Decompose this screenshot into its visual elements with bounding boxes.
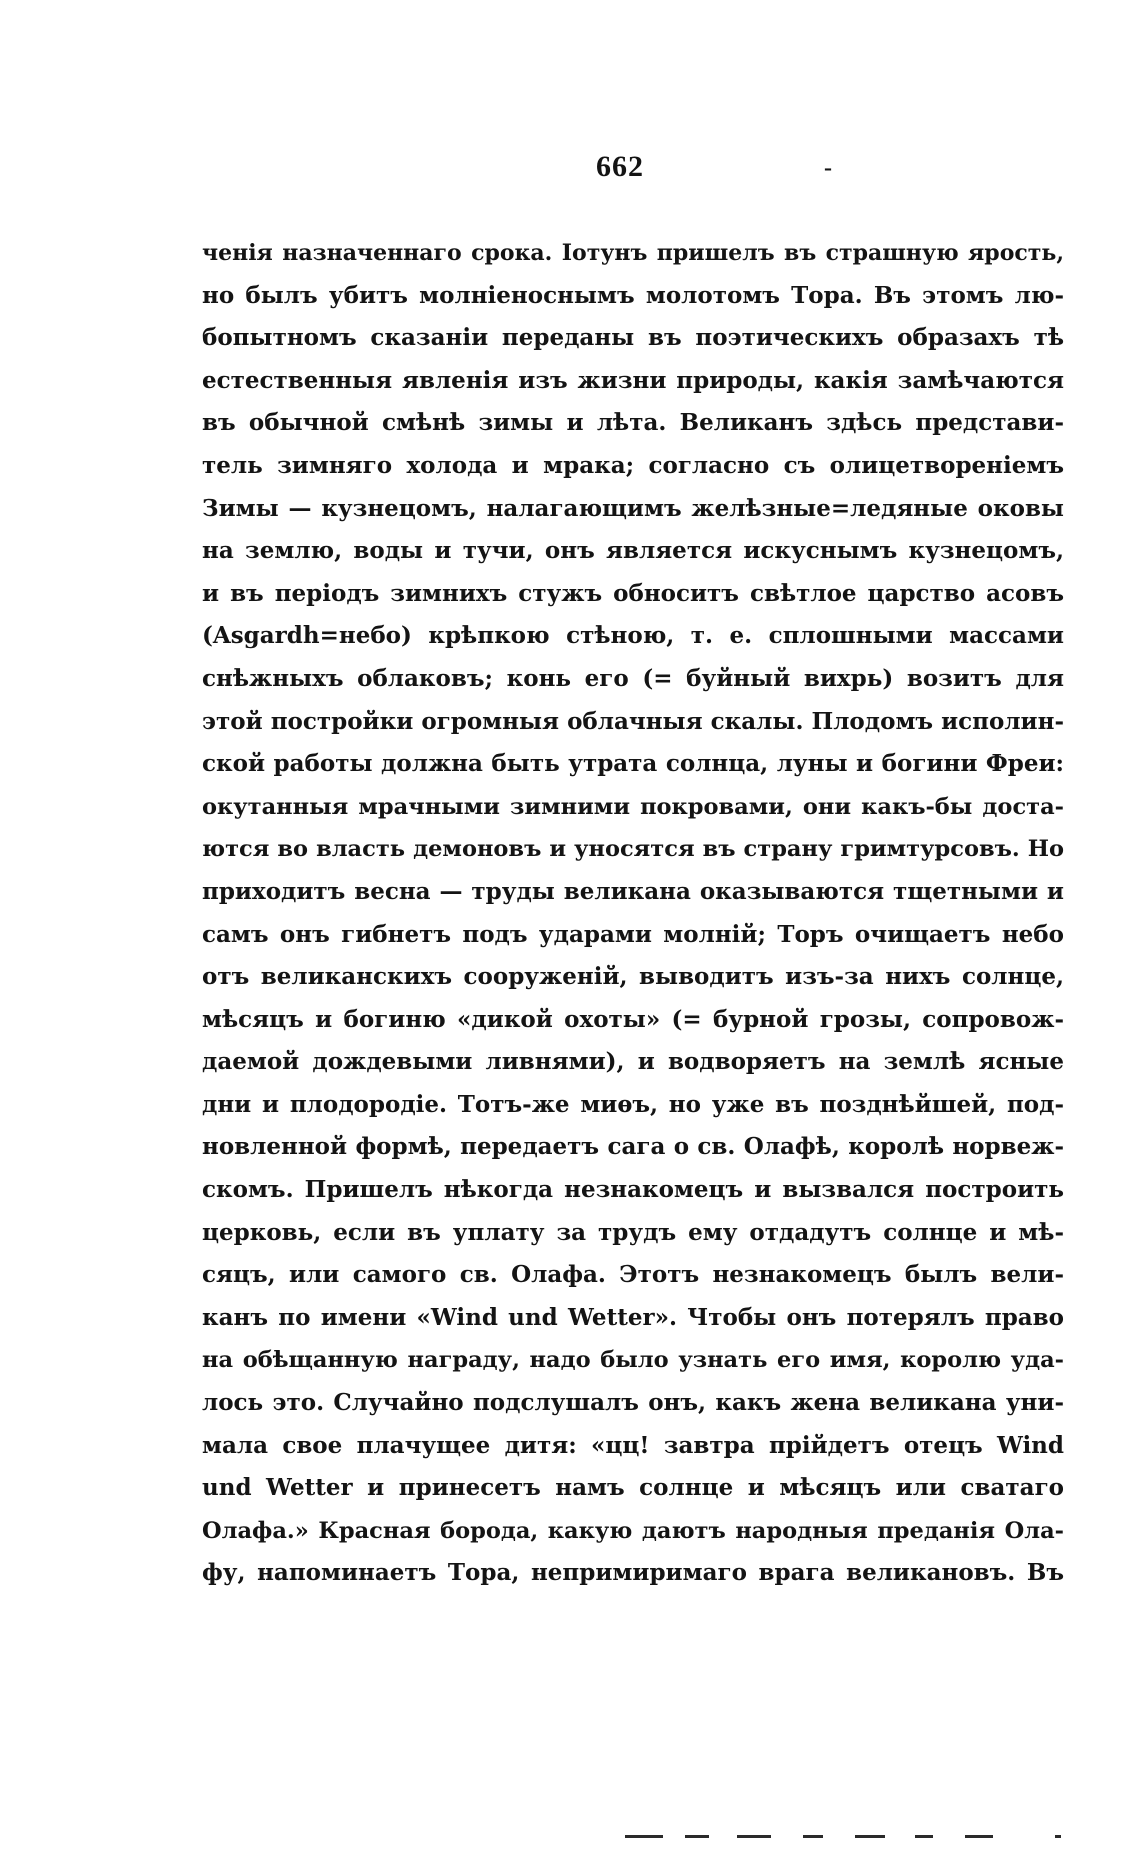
text-line: и въ періодъ зимнихъ стужъ обноситъ свѣтлое царство асовъ xyxy=(202,579,1064,607)
bleed-mark xyxy=(855,1835,885,1838)
text-line: новленной формѣ, передаетъ сага о св. Олафѣ, королѣ норвеж- xyxy=(202,1133,1064,1161)
text-line: приходитъ весна — труды великана оказываются тщетными и xyxy=(202,877,1064,905)
text-line: мѣсяцъ и богиню «дикой охоты» (= бурной грозы, сопровож- xyxy=(202,1005,1064,1033)
text-line: въ обычной смѣнѣ зимы и лѣта. Великанъ здѣсь представи- xyxy=(202,409,1064,437)
text-line: на обѣщанную награду, надо было узнать его имя, королю уда- xyxy=(202,1347,1064,1374)
text-line: сяцъ, или самого св. Олафа. Этотъ незнакомецъ былъ вели- xyxy=(202,1261,1064,1289)
bleed-mark xyxy=(685,1835,709,1838)
text-line: дни и плодородіе. Тотъ-же миѳъ, но уже въ позднѣйшей, под- xyxy=(202,1090,1064,1118)
bleed-mark xyxy=(625,1835,663,1838)
bleed-mark xyxy=(1055,1835,1061,1838)
text-line: тель зимняго холода и мрака; согласно съ олицетвореніемъ xyxy=(202,451,1064,479)
text-line: бопытномъ сказаніи переданы въ поэтическихъ образахъ тѣ xyxy=(202,324,1064,352)
bleed-mark xyxy=(737,1835,771,1838)
text-line: отъ великанскихъ сооруженій, выводитъ изъ-за нихъ солнце, xyxy=(202,963,1064,991)
text-line: фу, напоминаетъ Тора, непримиримаго врага великановъ. Въ xyxy=(202,1559,1064,1587)
text-line: скомъ. Пришелъ нѣкогда незнакомецъ и вызвался построить xyxy=(202,1176,1064,1204)
text-line: Зимы — кузнецомъ, налагающимъ желѣзные=ледяные оковы xyxy=(202,494,1064,522)
text-line: ются во власть демоновъ и уносятся въ страну гримтурсовъ. Но xyxy=(202,836,1064,863)
bleed-mark xyxy=(965,1835,993,1838)
text-line: но былъ убитъ молніеноснымъ молотомъ Тора. Въ этомъ лю- xyxy=(202,281,1064,309)
text-line: ченія назначеннаго срока. Іотунъ пришелъ въ страшную ярость, xyxy=(202,240,1064,266)
text-line: ской работы должна быть утрата солнца, луны и богини Фреи: xyxy=(202,750,1064,778)
page-number: 662 xyxy=(596,150,644,183)
header-mark: - xyxy=(824,155,832,181)
bleed-mark xyxy=(915,1835,933,1838)
next-page-bleed-marks xyxy=(625,1835,1105,1847)
body-text xyxy=(202,232,1064,1595)
text-line: мала свое плачущее дитя: «цц! завтра прійдетъ отецъ Wind xyxy=(202,1431,1064,1459)
text-line: церковь, если въ уплату за трудъ ему отдадутъ солнце и мѣ- xyxy=(202,1218,1064,1246)
text-line: естественныя явленія изъ жизни природы, какія замѣчаются xyxy=(202,366,1064,394)
text-line: канъ по имени «Wind und Wetter». Чтобы онъ потерялъ право xyxy=(202,1303,1064,1331)
text-line: этой постройки огромныя облачныя скалы. Плодомъ исполин- xyxy=(202,707,1064,735)
text-line: снѣжныхъ облаковъ; конь его (= буйный вихрь) возитъ для xyxy=(202,664,1064,692)
bleed-mark xyxy=(803,1835,823,1838)
text-line: на землю, воды и тучи, онъ является искуснымъ кузнецомъ, xyxy=(202,537,1064,565)
text-line: und Wetter и принесетъ намъ солнце и мѣсяцъ или сватаго xyxy=(202,1474,1064,1502)
text-line: даемой дождевыми ливнями), и водворяетъ на землѣ ясные xyxy=(202,1048,1064,1076)
text-line: лось это. Случайно подслушалъ онъ, какъ жена великана уни- xyxy=(202,1389,1064,1417)
text-line: самъ онъ гибнетъ подъ ударами молній; Торъ очищаетъ небо xyxy=(202,920,1064,948)
text-line: окутанныя мрачными зимними покровами, они какъ-бы доста- xyxy=(202,793,1064,820)
text-line: (Asgardh=небо) крѣпкою стѣною, т. е. сплошными массами xyxy=(202,622,1064,650)
text-line: Олафа.» Красная борода, какую даютъ народныя преданія Ола- xyxy=(202,1517,1064,1544)
